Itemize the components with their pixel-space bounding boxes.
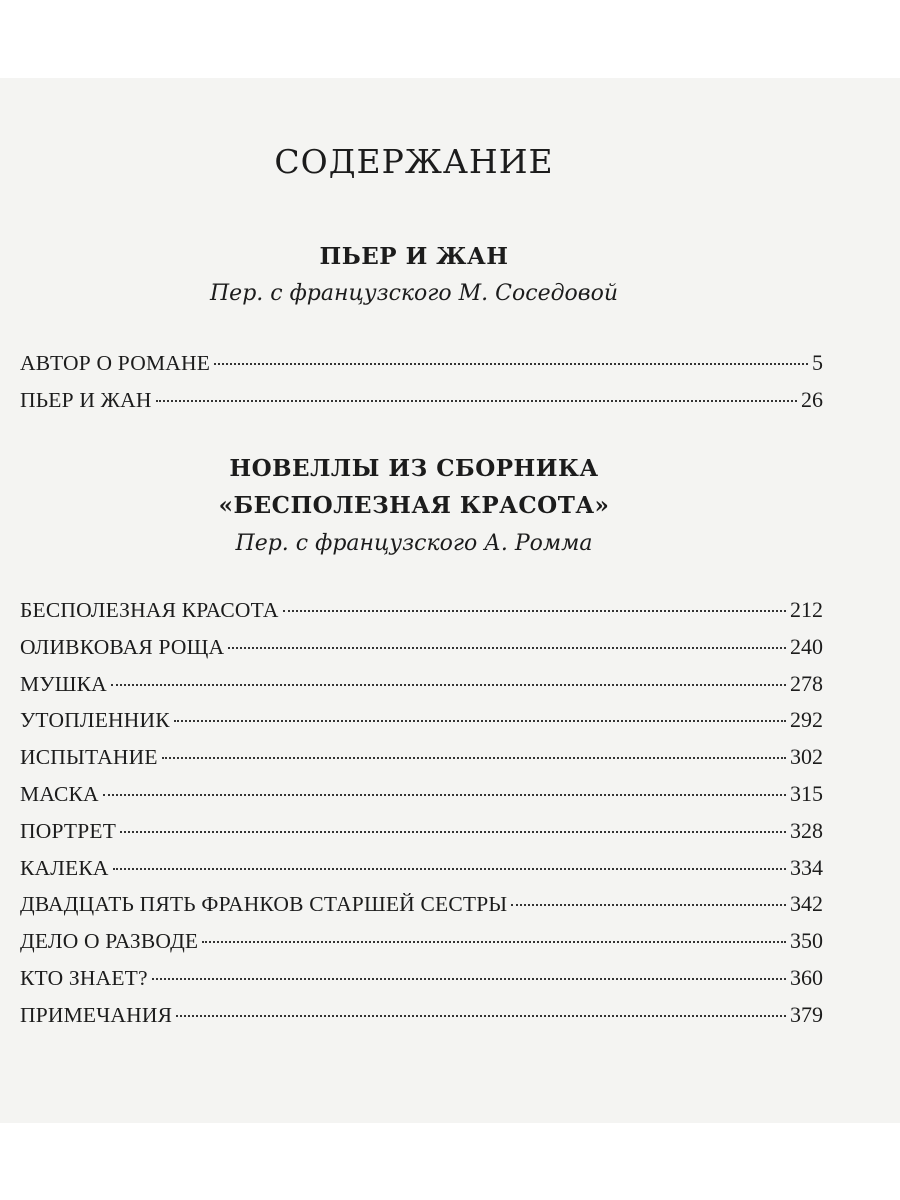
toc-entry-title: ПЬЕР И ЖАН xyxy=(20,387,152,412)
toc-entry[interactable] xyxy=(20,781,823,818)
section-heading-line2: «БЕСПОЛЕЗНАЯ КРАСОТА» xyxy=(218,492,610,519)
toc-entry-title: ОЛИВКОВАЯ РОЩА xyxy=(20,634,225,659)
dot-leader xyxy=(511,904,786,906)
toc-entry-title: УТОПЛЕННИК xyxy=(20,708,170,733)
toc-entry-page: 342 xyxy=(790,891,823,917)
toc-entry[interactable] xyxy=(20,818,823,855)
toc-entry-title: БЕСПОЛЕЗНАЯ КРАСОТА xyxy=(20,598,279,622)
toc-entry[interactable] xyxy=(20,671,823,708)
dot-leader xyxy=(283,610,786,612)
toc-entry[interactable] xyxy=(20,1002,823,1039)
toc-entry[interactable] xyxy=(20,928,823,965)
toc-entry[interactable] xyxy=(20,891,823,928)
toc-list-section2 xyxy=(20,597,823,1039)
dot-leader xyxy=(162,757,786,759)
dot-leader xyxy=(214,363,808,365)
toc-entry-title: ПРИМЕЧАНИЯ xyxy=(20,1002,173,1027)
toc-entry-page: 334 xyxy=(790,854,823,880)
toc-entry-title: МАСКА xyxy=(20,781,99,806)
toc-entry-title: ПОРТРЕТ xyxy=(20,818,117,843)
toc-entry[interactable] xyxy=(20,350,823,387)
toc-entry-page: 379 xyxy=(790,1001,823,1027)
toc-entry-page: 360 xyxy=(790,964,823,990)
section-heading-pierre-et-jean: ПЬЕР И ЖАН xyxy=(319,243,509,270)
toc-entry-title: ИСПЫТАНИЕ xyxy=(20,745,158,770)
section-translator-credit: Пер. с французского М. Соседовой xyxy=(209,281,618,306)
dot-leader xyxy=(174,720,786,722)
dot-leader xyxy=(113,868,786,870)
toc-entry[interactable] xyxy=(20,597,823,634)
dot-leader xyxy=(176,1015,786,1017)
dot-leader xyxy=(103,794,786,796)
toc-entry-title: КТО ЗНАЕТ? xyxy=(20,965,148,990)
dot-leader xyxy=(152,978,786,980)
toc-entry-title: МУШКА xyxy=(20,671,107,696)
toc-entry-page: 212 xyxy=(790,597,823,622)
toc-entry-title: АВТОР О РОМАНЕ xyxy=(20,351,211,375)
dot-leader xyxy=(120,831,786,833)
toc-entry-page: 240 xyxy=(790,633,823,659)
toc-entry[interactable] xyxy=(20,744,823,781)
dot-leader xyxy=(111,684,786,686)
toc-entry-page: 328 xyxy=(790,817,823,843)
toc-entry-title: ДЕЛО О РАЗВОДЕ xyxy=(20,929,199,954)
toc-entry[interactable] xyxy=(20,965,823,1002)
toc-entry-page: 292 xyxy=(790,707,823,733)
toc-entry-page: 315 xyxy=(790,780,823,806)
toc-list-section1 xyxy=(20,350,823,424)
page-title: СОДЕРЖАНИЕ xyxy=(274,142,554,181)
section-translator-credit: Пер. с французского А. Ромма xyxy=(235,531,593,556)
toc-entry[interactable] xyxy=(20,707,823,744)
toc-entry-page: 350 xyxy=(790,928,823,954)
section-heading-line1: НОВЕЛЛЫ ИЗ СБОРНИКА xyxy=(229,455,599,482)
toc-entry-title: ДВАДЦАТЬ ПЯТЬ ФРАНКОВ СТАРШЕЙ СЕСТРЫ xyxy=(20,892,508,917)
toc-entry-page: 278 xyxy=(790,670,823,696)
toc-entry[interactable] xyxy=(20,634,823,671)
toc-entry-page: 5 xyxy=(812,350,823,375)
toc-entry[interactable] xyxy=(20,855,823,892)
dot-leader xyxy=(228,647,786,649)
dot-leader xyxy=(156,400,797,402)
dot-leader xyxy=(202,941,786,943)
toc-entry[interactable] xyxy=(20,387,823,424)
toc-entry-page: 302 xyxy=(790,744,823,770)
toc-entry-page: 26 xyxy=(801,386,823,412)
toc-entry-title: КАЛЕКА xyxy=(20,855,109,880)
